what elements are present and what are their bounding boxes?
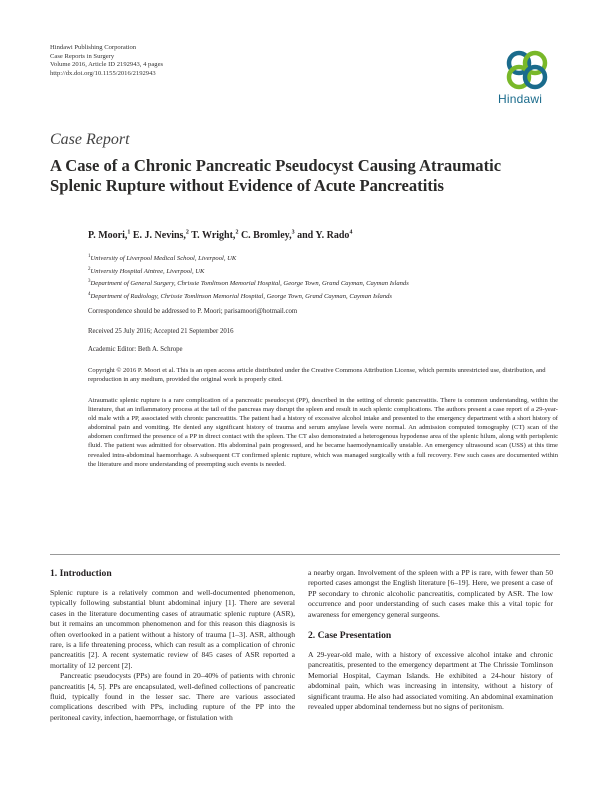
section-heading-case-presentation: 2. Case Presentation xyxy=(308,630,392,642)
publisher-name: Hindawi Publishing Corporation xyxy=(50,44,137,51)
volume-info: Volume 2016, Article ID 2192943, 4 pages xyxy=(50,61,164,69)
academic-editor: Academic Editor: Beth A. Schrope xyxy=(88,346,183,353)
intro-paragraph-3: a nearby organ. Involvement of the spleen with a PP is rare, with fewer than 50 reported cases amongst the English literature [6–19]. Here, we present a case of PP secondary to chronic alcoholic pancreatitis, complicated by ASR. The low occurrence and poor understanding of such cases make this a vital topic for awareness for emergency general surgeons. xyxy=(308,568,553,619)
author[interactable]: E. J. Nevins,$^2$ xyxy=(132,230,189,242)
logo-wordmark: Hindawi xyxy=(498,92,543,106)
intro-paragraph-1: Splenic rupture is a relatively common and well-documented phenomenon, typically following substantial blunt abdominal injury [1]. There are several cases in the literature documenting cases of atraumatic splenic rupture (ASR), but it remains an uncommon phenomenon and for this reason this diagnosis is often overlooked in a patient without a history of trauma [1–3]. ASR, although rare, is a life threatening process, which can result as a complication of chronic pancreatitis [2]. A recent systematic review of 845 cases of ASR reported a mortality of 12 percent [2]. xyxy=(50,588,295,670)
title-line-2: Splenic Rupture without Evidence of Acute Pancreatitis xyxy=(50,176,444,195)
abstract: Atraumatic splenic rupture is a rare complication of a pancreatic pseudocyst (PP), described in the setting of chronic pancreatitis. There is common understanding, within the literature, that an inflammatory process at the tail of the pancreas may disrupt the spleen and result in such splenic complications. The authors present a case report of a 29-year-old male with a PP, associated with chronic pancreatitis. The patient had a history of excessive alcohol intake and presented to the emergency department with a short history of abdominal pain and vomiting. He denied any significant history of trauma and serum amylase levels were normal. An admission computed tomography (CT) scan of the abdomen confirmed the presence of a PP in direct contact with the spleen. The CT also demonstrated a heterogenous hypodense area of the splenic hilum, along with perisplenic fluid. The patient was admitted for observation. His abdominal pain progressed, and he became haemodynamically unstable. An emergency ultrasound scan (USS) at this time revealed intra-abdominal haemorrhage. A subsequent CT confirmed splenic rupture, which was managed surgically with a full recovery. Few such cases are documented within the literature and more understanding of preempting such events is needed. xyxy=(88,397,558,468)
right-column xyxy=(308,568,553,712)
paper-title xyxy=(50,156,560,196)
journal-name: Case Reports in Surgery xyxy=(50,52,115,60)
author[interactable]: and Y. Rado$^4$ xyxy=(297,230,353,242)
affiliation: $^4$Department of Radiology, Chrissie Tomlinson Memorial Hospital, George Town, Grand Cayman, Cayman Islands xyxy=(88,292,392,301)
hindawi-logo-icon xyxy=(504,48,550,90)
journal-header xyxy=(50,44,163,78)
author[interactable]: P. Moori,$^1$ xyxy=(88,230,131,242)
copyright-notice: Copyright © 2016 P. Moori et al. This is an open access article distributed under the Creative Commons Attribution License, which permits unrestricted use, distribution, and reproduction in any medium, provided the original work is properly cited. xyxy=(88,367,546,384)
correspondence: Correspondence should be addressed to P. Moori; parisamoori@hotmail.com xyxy=(88,308,298,315)
affiliation: $^3$Department of General Surgery, Chrissie Tomlinson Memorial Hospital, George Town, Grand Cayman, Cayman Islands xyxy=(88,279,409,288)
hindawi-logo xyxy=(498,48,554,110)
author[interactable]: C. Bromley,$^3$ xyxy=(240,230,295,242)
doi-link[interactable]: http://dx.doi.org/10.1155/2016/2192943 xyxy=(50,69,156,77)
article-type: Case Report xyxy=(50,131,130,148)
author[interactable]: T. Wright,$^2$ xyxy=(191,230,239,242)
author-list xyxy=(88,230,352,241)
intro-paragraph-2: Pancreatic pseudocysts (PPs) are found in 20–40% of patients with chronic pancreatitis [4, 5]. PPs are encapsulated, well-defined collections of pancreatic fluid, typically found in the lesser sac. There are various associated complications described with PPs, including rupture of the PP into the peritoneal cavity, infection, haemorrhage, or fistulation with xyxy=(50,671,295,722)
affiliations xyxy=(88,252,409,303)
affiliation: $^1$University of Liverpool Medical School, Liverpool, UK xyxy=(88,254,237,263)
section-heading-introduction: 1. Introduction xyxy=(50,568,112,579)
affiliation: $^2$University Hospital Aintree, Liverpool, UK xyxy=(88,266,205,275)
section-divider xyxy=(50,554,560,555)
received-dates: Received 25 July 2016; Accepted 21 September 2016 xyxy=(88,328,234,335)
title-line-1: A Case of a Chronic Pancreatic Pseudocyst Causing Atraumatic xyxy=(50,156,502,175)
case-paragraph-1: A 29-year-old male, with a history of excessive alcohol intake and chronic pancreatitis, presented to the emergency department at The Chrissie Tomlinson Memorial Hospital, Cayman Islands. He exhibited a 24-hour history of abdominal pain, which was increasing in intensity, without a history of significant trauma. He also had associated vomiting. An abdominal examination revealed upper abdominal tenderness but no signs of peritonism. xyxy=(308,650,553,712)
left-column xyxy=(50,568,295,723)
